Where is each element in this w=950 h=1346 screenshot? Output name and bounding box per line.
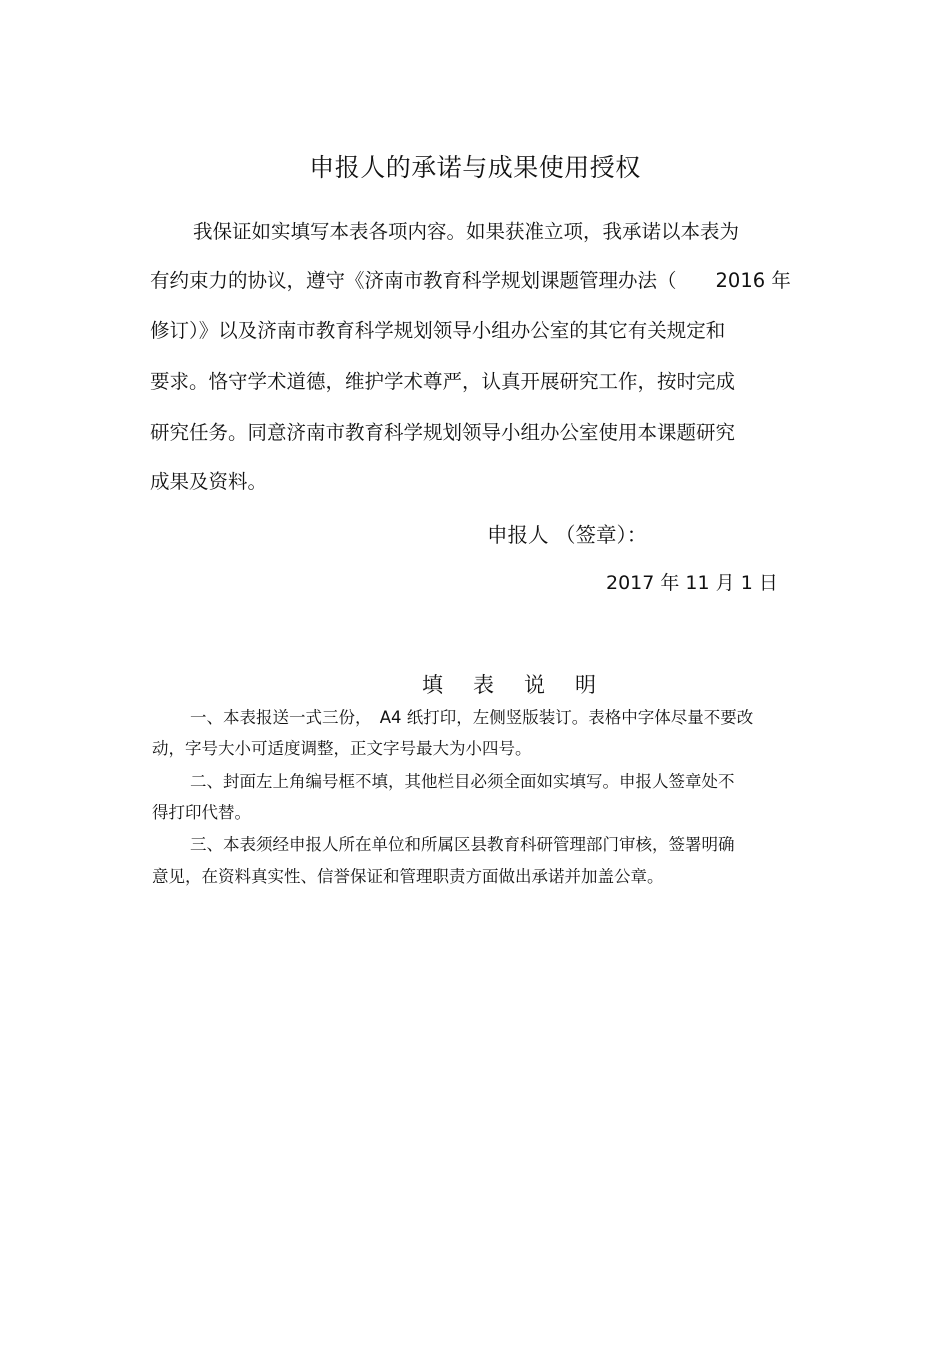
signer-label: 申报人 （签章）：	[487, 523, 648, 547]
sign-date: 2017 年 11 月 1 日	[606, 572, 778, 594]
commitment-line: 要求。恪守学术道德，维护学术尊严，认真开展研究工作，按时完成	[150, 370, 736, 393]
instruction-line: 动，字号大小可适度调整，正文字号最大为小四号。	[152, 739, 532, 758]
commitment-line: 成果及资料。	[150, 470, 268, 493]
instruction-line: 意见，在资料真实性、信誉保证和管理职责方面做出承诺并加盖公章。	[152, 867, 664, 886]
commitment-line: 研究任务。同意济南市教育科学规划领导小组办公室使用本课题研究	[150, 421, 736, 444]
instruction-line: 二、封面左上角编号框不填，其他栏目必须全面如实填写。申报人签章处不	[190, 772, 735, 791]
instruction-line: 一、本表报送一式三份， A4 纸打印，左侧竖版装订。表格中字体尽量不要改	[190, 708, 754, 727]
instructions-title: 填表说明	[422, 673, 626, 697]
page-title: 申报人的承诺与成果使用授权	[309, 153, 641, 182]
commitment-line: 有约束力的协议，遵守《济南市教育科学规划课题管理办法（ 2016 年	[150, 269, 791, 292]
commitment-line: 我保证如实填写本表各项内容。如果获准立项，我承诺以本表为	[193, 220, 740, 243]
commitment-line: 修订）》以及济南市教育科学规划领导小组办公室的其它有关规定和	[150, 319, 726, 342]
instruction-line: 三、本表须经申报人所在单位和所属区县教育科研管理部门审核，签署明确	[190, 835, 735, 854]
instruction-line: 得打印代替。	[152, 803, 251, 822]
